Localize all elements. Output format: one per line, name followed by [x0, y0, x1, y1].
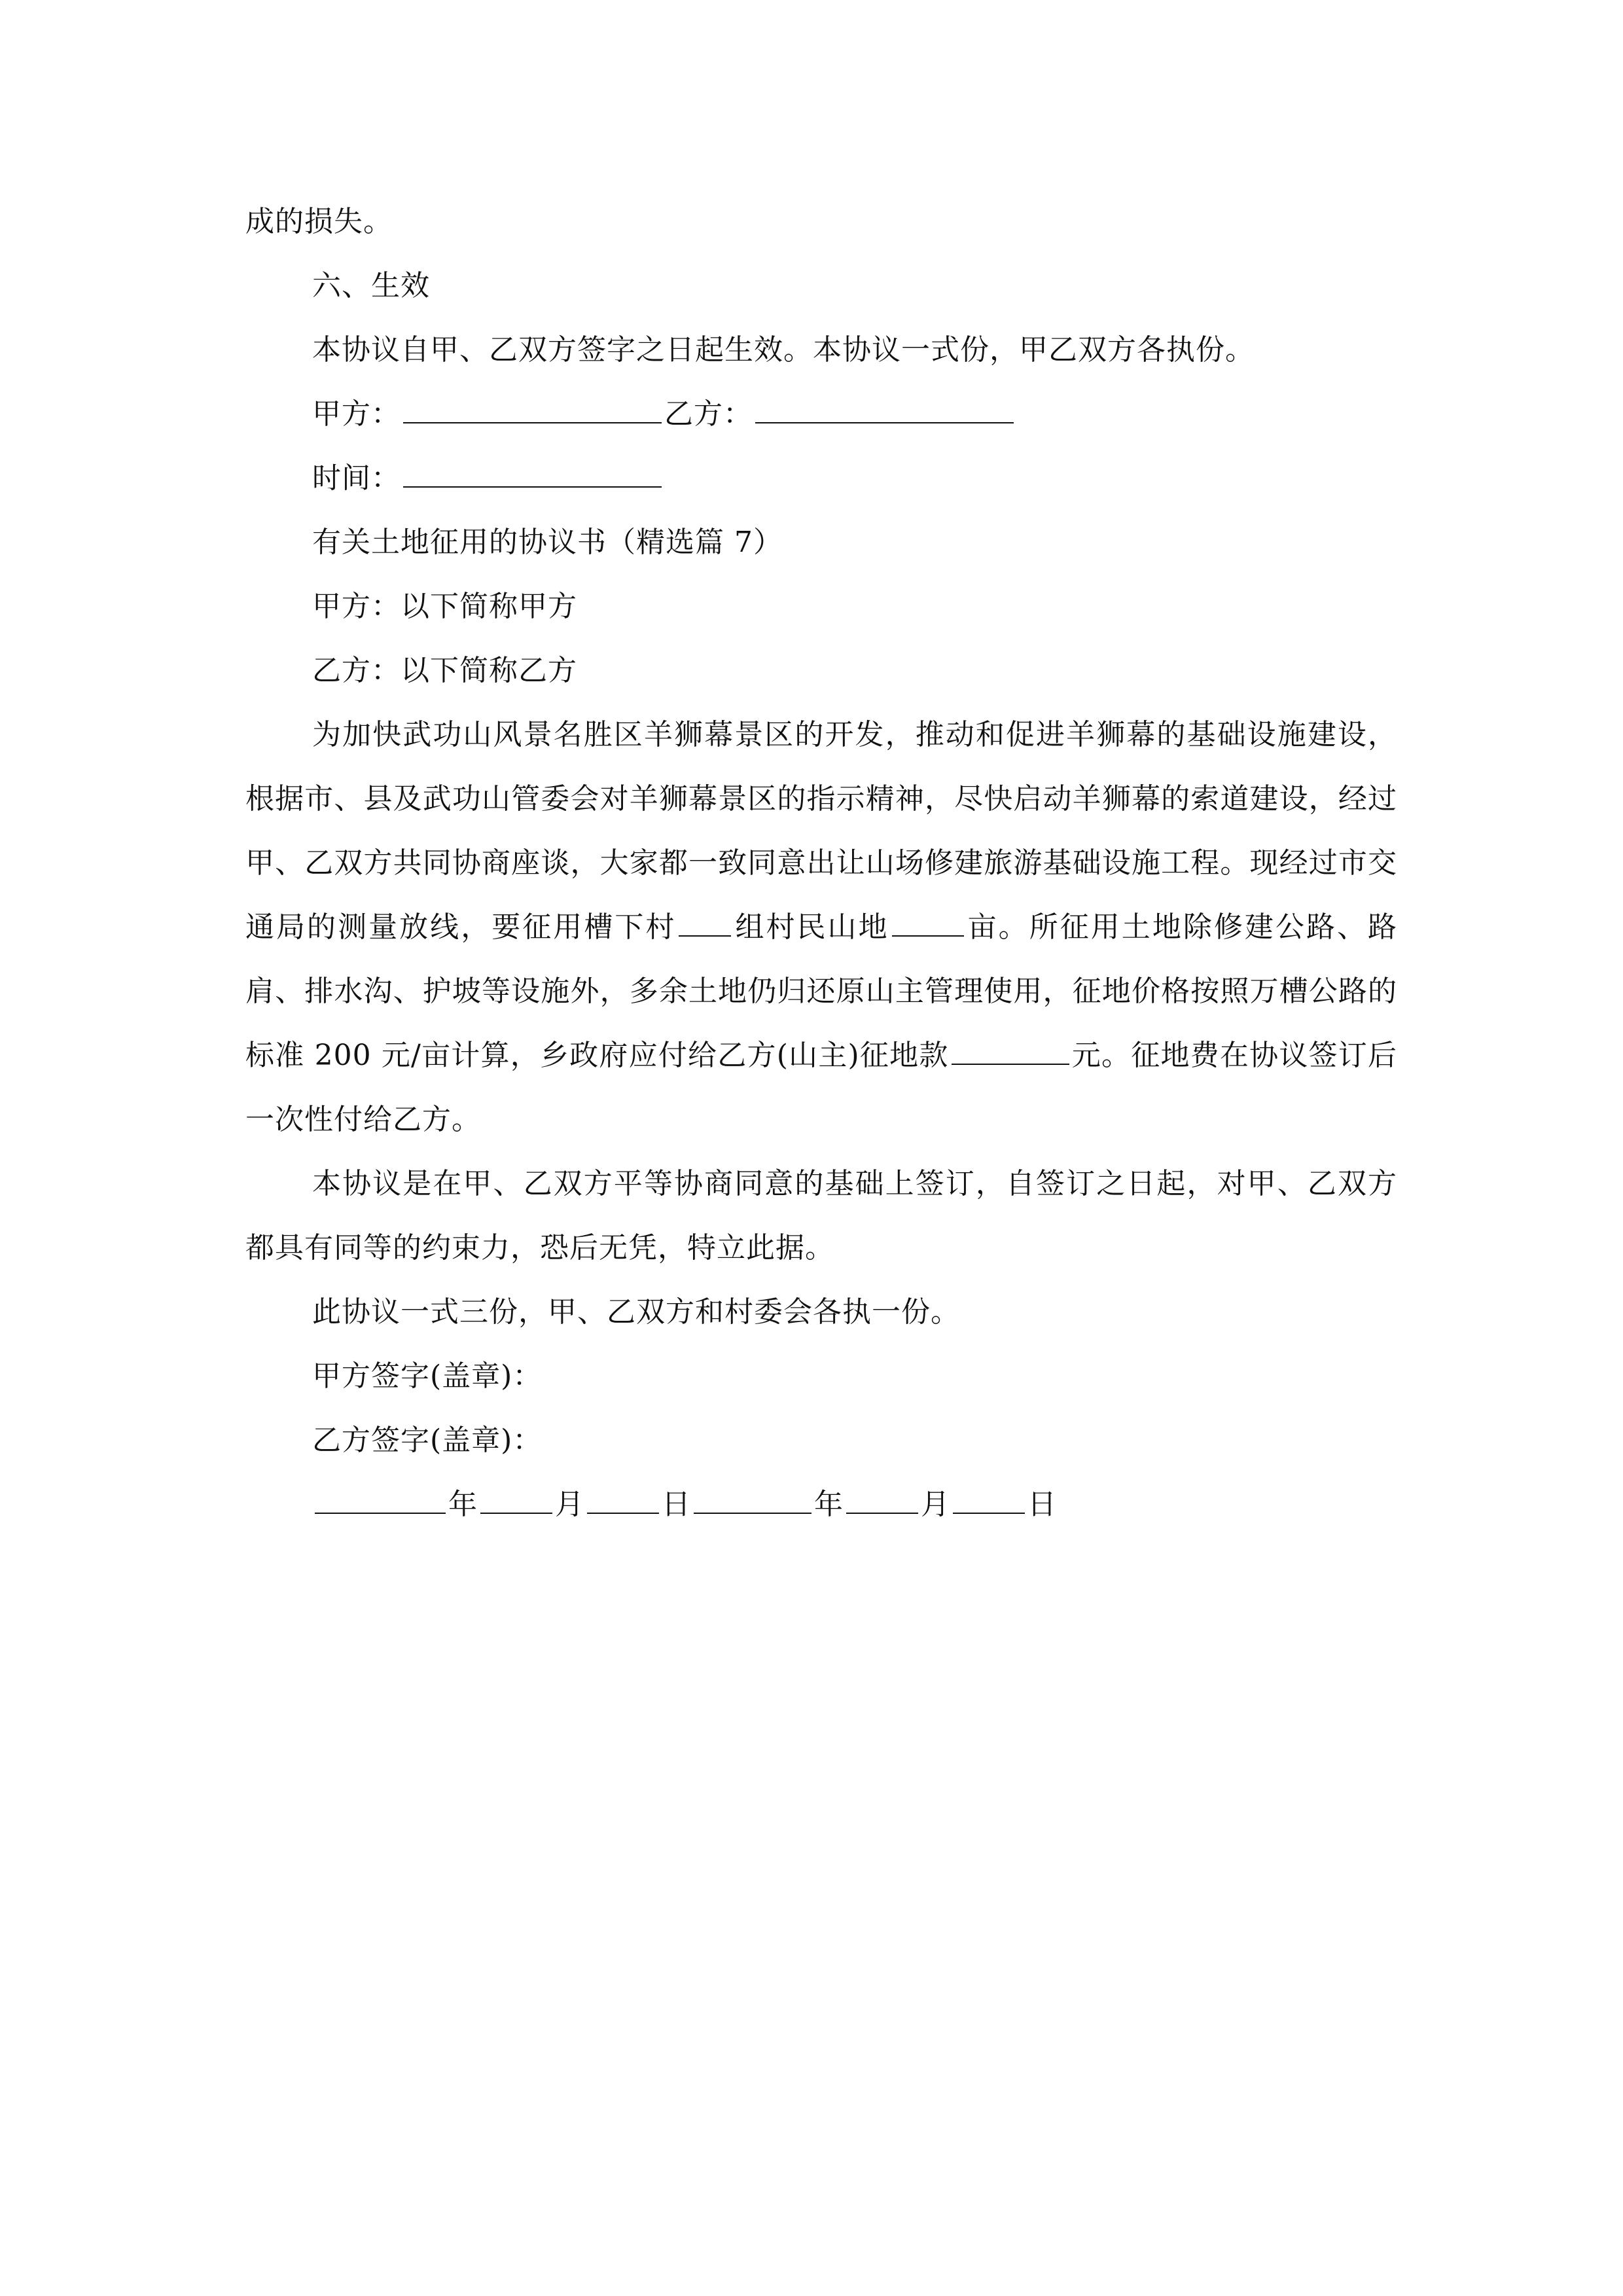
section-title-7: 有关土地征用的协议书（精选篇 7）	[312, 526, 783, 559]
day-label-2: 日	[1027, 1488, 1057, 1521]
party-a-label: 甲方：	[312, 397, 401, 431]
main-paragraph-part2: 组村民山地	[734, 910, 889, 944]
section-6-body: 本协议自甲、乙双方签字之日起生效。本协议一式份，甲乙双方各执份。	[312, 333, 1255, 367]
month-label-2: 月	[921, 1488, 950, 1521]
continued-line: 成的损失。	[245, 205, 393, 238]
party-b-blank	[755, 393, 1014, 423]
time-blank	[403, 457, 662, 488]
party-b-label: 乙方：	[664, 397, 753, 431]
main-paragraph-part1: 为加快武功山风景名胜区羊狮幕景区的开发，推动和促进羊狮幕的基础设施建设，根据市、县及武功山管委会对羊狮幕景区的指示精神，尽快启动羊狮幕的索道建设，经过甲、乙双方共同协商座谈，大家都一致同意出让山场修建旅游基础设施工程。现经过市交通局的测量放线，要征用槽下村	[245, 718, 1397, 944]
party-a-blank	[403, 393, 662, 423]
year-blank-2	[694, 1484, 812, 1514]
party-a-signature: 甲方签字(盖章)：	[312, 1359, 543, 1393]
year-label-1: 年	[448, 1488, 478, 1521]
section-6-title: 六、生效	[312, 269, 430, 302]
group-number-blank	[679, 906, 731, 937]
main-paragraph-part4: 元。征地费在协议签订后一次性付给乙方。	[245, 1039, 1397, 1136]
copies-paragraph: 此协议一式三份，甲、乙双方和村委会各执一份。	[312, 1295, 960, 1329]
year-label-2: 年	[814, 1488, 844, 1521]
month-blank-2	[846, 1484, 918, 1514]
day-blank-2	[953, 1484, 1025, 1514]
date-line	[245, 1473, 1397, 1537]
amount-blank	[952, 1035, 1069, 1065]
month-label-1: 月	[555, 1488, 584, 1521]
document-body	[245, 190, 1397, 1537]
party-b-definition: 乙方：以下简称乙方	[312, 654, 577, 687]
month-blank-1	[480, 1484, 552, 1514]
signature-line-time	[245, 446, 1397, 511]
party-b-signature: 乙方签字(盖章)：	[312, 1424, 543, 1457]
main-paragraph	[245, 703, 1397, 1152]
day-blank-1	[587, 1484, 659, 1514]
signature-line-parties	[245, 382, 1397, 446]
day-label-1: 日	[662, 1488, 691, 1521]
main-paragraph-part3: 亩。所征用土地除修建公路、路肩、排水沟、护坡等设施外，多余土地仍归还原山主管理使用，征地价格按照万槽公路的标准 200 元/亩计算，乡政府应付给乙方(山主)征地款	[245, 910, 1398, 1072]
binding-paragraph: 本协议是在甲、乙双方平等协商同意的基础上签订，自签订之日起，对甲、乙双方都具有同等的约束力，恐后无凭，特立此据。	[245, 1167, 1397, 1265]
time-label: 时间：	[312, 461, 401, 495]
area-blank	[892, 906, 964, 937]
party-a-definition: 甲方：以下简称甲方	[312, 590, 577, 623]
year-blank-1	[315, 1484, 446, 1514]
